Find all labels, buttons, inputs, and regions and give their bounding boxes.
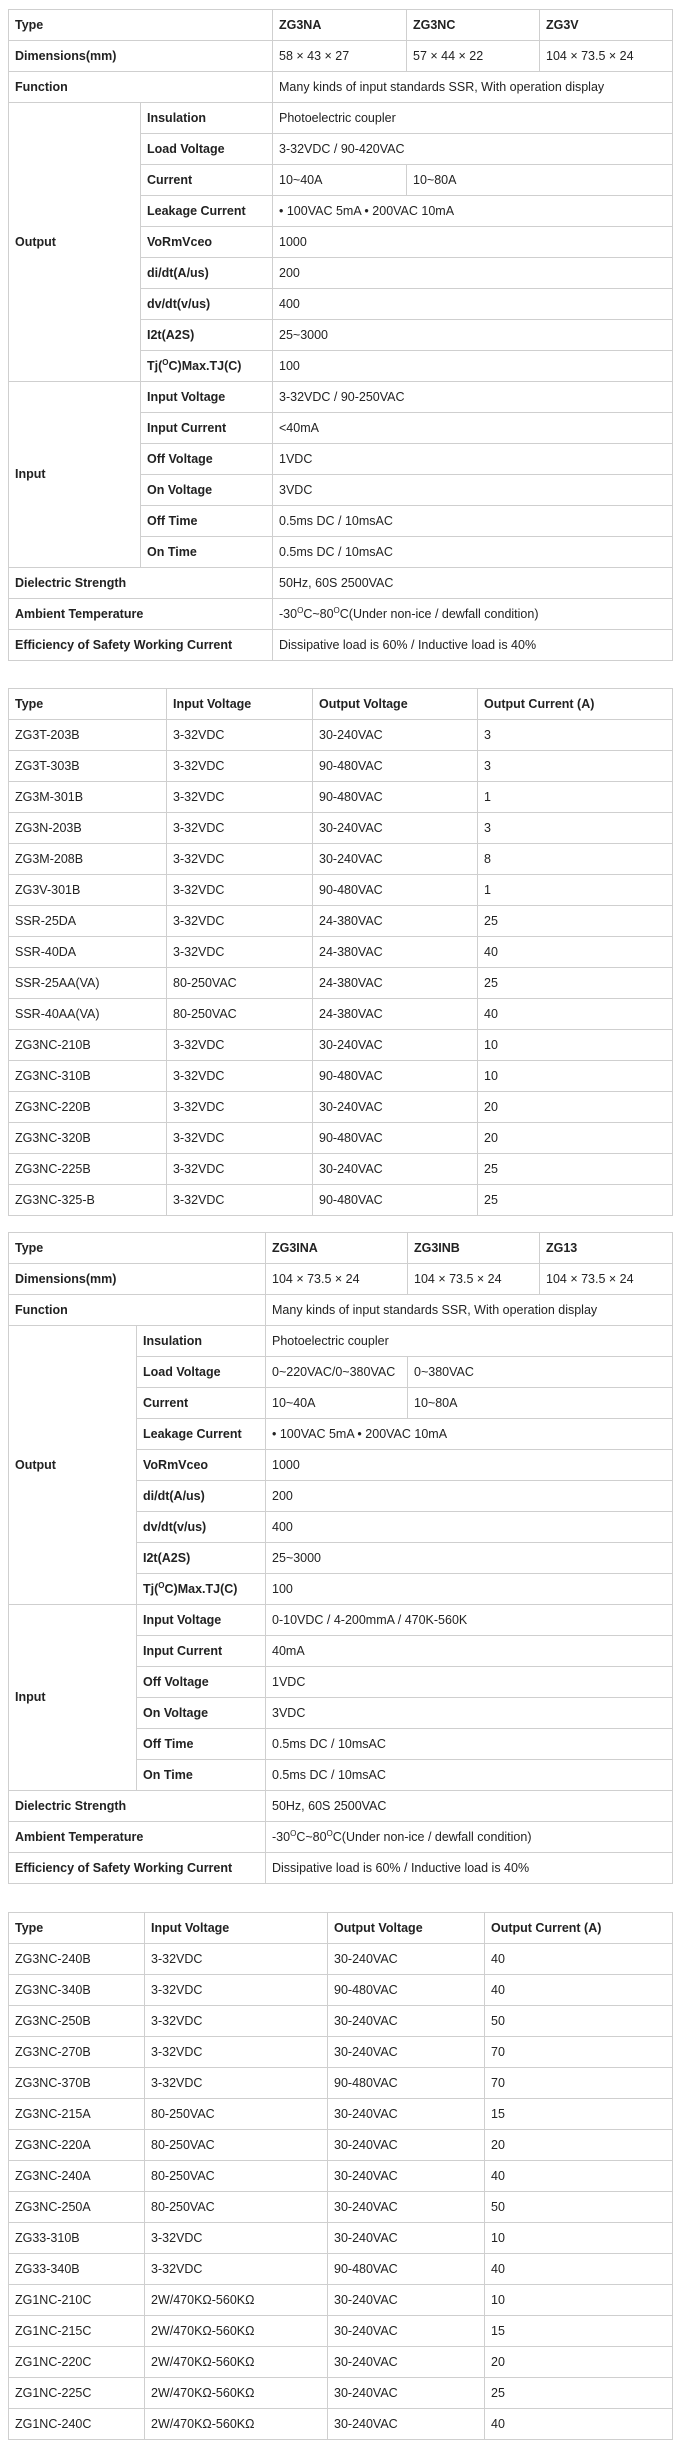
output-voltage-cell: 30-240VAC	[328, 1944, 485, 1975]
spec-label: I2t(A2S)	[141, 320, 273, 351]
table-row	[9, 999, 673, 1030]
table-row	[9, 875, 673, 906]
model-type-cell: ZG3V-301B	[9, 875, 167, 906]
function-label: Function	[9, 72, 273, 103]
spec-label: Load Voltage	[141, 134, 273, 165]
models-header-row	[9, 689, 673, 720]
spec-row	[9, 103, 673, 134]
spec-value: 0.5ms DC / 10msAC	[273, 506, 673, 537]
models-header-row	[9, 1913, 673, 1944]
model-type-cell: ZG3NC-240B	[9, 1944, 145, 1975]
spec-label: Input Current	[141, 413, 273, 444]
input-voltage-cell: 3-32VDC	[145, 1944, 328, 1975]
output-current-cell: 20	[485, 2130, 673, 2161]
spec-value: 1000	[266, 1450, 673, 1481]
output-voltage-cell: 30-240VAC	[313, 1092, 478, 1123]
model-type-cell: ZG3T-203B	[9, 720, 167, 751]
input-voltage-cell: 80-250VAC	[145, 2130, 328, 2161]
output-current-cell: 25	[485, 2378, 673, 2409]
table-row	[9, 2223, 673, 2254]
spec-value: 1VDC	[273, 444, 673, 475]
input-voltage-cell: 3-32VDC	[167, 1061, 313, 1092]
table-row	[9, 2347, 673, 2378]
dimension-value: 104 × 73.5 × 24	[408, 1264, 540, 1295]
spec-value: • 100VAC 5mA • 200VAC 10mA	[273, 196, 673, 227]
output-voltage-cell: 90-480VAC	[313, 1061, 478, 1092]
input-voltage-cell: 3-32VDC	[167, 875, 313, 906]
models1-body	[9, 720, 673, 1216]
ambient-label: Ambient Temperature	[9, 599, 273, 630]
input-voltage-cell: 2W/470KΩ-560KΩ	[145, 2409, 328, 2440]
model-type-cell: ZG3NC-220B	[9, 1092, 167, 1123]
output-voltage-cell: 90-480VAC	[328, 2068, 485, 2099]
table-row	[9, 2068, 673, 2099]
output-group-label: Output	[9, 103, 141, 382]
spec-label: On Voltage	[141, 475, 273, 506]
table-row	[9, 720, 673, 751]
model-name: ZG3INB	[408, 1233, 540, 1264]
model-type-cell: ZG3N-203B	[9, 813, 167, 844]
function-value: Many kinds of input standards SSR, With operation display	[266, 1295, 673, 1326]
spec-label: Off Time	[137, 1729, 266, 1760]
model-type-cell: ZG3NC-310B	[9, 1061, 167, 1092]
model-type-cell: SSR-40AA(VA)	[9, 999, 167, 1030]
input-voltage-cell: 3-32VDC	[167, 720, 313, 751]
model-type-cell: ZG3NC-370B	[9, 2068, 145, 2099]
spec-value: 3VDC	[266, 1698, 673, 1729]
model-type-cell: ZG33-310B	[9, 2223, 145, 2254]
input-voltage-cell: 3-32VDC	[145, 2068, 328, 2099]
table-row	[9, 1185, 673, 1216]
spec-label: Leakage Current	[137, 1419, 266, 1450]
table-row	[9, 1092, 673, 1123]
efficiency-value: Dissipative load is 60% / Inductive load is 40%	[273, 630, 673, 661]
output-current-cell: 25	[478, 906, 673, 937]
spec-value: 0.5ms DC / 10msAC	[266, 1729, 673, 1760]
spec-label: Insulation	[137, 1326, 266, 1357]
output-current-cell: 15	[485, 2316, 673, 2347]
table-row	[9, 1123, 673, 1154]
input-voltage-cell: 3-32VDC	[167, 782, 313, 813]
dimension-value: 58 × 43 × 27	[273, 41, 407, 72]
output-group-label: Output	[9, 1326, 137, 1605]
input-voltage-cell: 3-32VDC	[167, 844, 313, 875]
dimensions-label: Dimensions(mm)	[9, 1264, 266, 1295]
model-type-cell: ZG3NC-225B	[9, 1154, 167, 1185]
output-current-cell: 10	[485, 2223, 673, 2254]
dielectric-row	[9, 1791, 673, 1822]
spec-value: 100	[266, 1574, 673, 1605]
table-row	[9, 1030, 673, 1061]
function-label: Function	[9, 1295, 266, 1326]
output-current-cell: 1	[478, 782, 673, 813]
output-current-cell: 25	[478, 1154, 673, 1185]
output-voltage-cell: 30-240VAC	[328, 2409, 485, 2440]
output-current-cell: 70	[485, 2037, 673, 2068]
spec-value: 0~380VAC	[408, 1357, 673, 1388]
input-voltage-cell: 3-32VDC	[167, 937, 313, 968]
output-current-cell: 15	[485, 2099, 673, 2130]
spec-value: 0~220VAC/0~380VAC	[266, 1357, 408, 1388]
output-current-cell: 20	[478, 1123, 673, 1154]
output-voltage-cell: 30-240VAC	[328, 2006, 485, 2037]
spec-label: VoRmVceo	[137, 1450, 266, 1481]
output-current-cell: 40	[485, 1944, 673, 1975]
efficiency-value: Dissipative load is 60% / Inductive load is 40%	[266, 1853, 673, 1884]
function-value: Many kinds of input standards SSR, With operation display	[273, 72, 673, 103]
model-type-cell: ZG3NC-250A	[9, 2192, 145, 2223]
spec-value: 10~80A	[408, 1388, 673, 1419]
input-voltage-cell: 3-32VDC	[167, 813, 313, 844]
output-voltage-cell: 30-240VAC	[328, 2223, 485, 2254]
spec-label: On Voltage	[137, 1698, 266, 1729]
table-row	[9, 2285, 673, 2316]
dimensions-label: Dimensions(mm)	[9, 41, 273, 72]
output-voltage-cell: 30-240VAC	[328, 2347, 485, 2378]
table-row	[9, 968, 673, 999]
model-name: ZG3NA	[273, 10, 407, 41]
table-row	[9, 2037, 673, 2068]
column-header: Type	[9, 689, 167, 720]
type-label: Type	[9, 10, 273, 41]
output-voltage-cell: 30-240VAC	[313, 720, 478, 751]
output-voltage-cell: 90-480VAC	[328, 1975, 485, 2006]
spec-value: 100	[273, 351, 673, 382]
spec-value: 0-10VDC / 4-200mmA / 470K-560K	[266, 1605, 673, 1636]
input-voltage-cell: 3-32VDC	[145, 1975, 328, 2006]
output-current-cell: 1	[478, 875, 673, 906]
column-header: Input Voltage	[145, 1913, 328, 1944]
input-voltage-cell: 3-32VDC	[145, 2254, 328, 2285]
dimensions-row	[9, 1264, 673, 1295]
spec-value: 10~40A	[273, 165, 407, 196]
function-row	[9, 72, 673, 103]
output-current-cell: 40	[478, 937, 673, 968]
spec-value: 25~3000	[266, 1543, 673, 1574]
output-current-cell: 3	[478, 813, 673, 844]
output-voltage-cell: 30-240VAC	[328, 2099, 485, 2130]
spec-label: Insulation	[141, 103, 273, 134]
model-type-cell: ZG3NC-320B	[9, 1123, 167, 1154]
output-current-cell: 8	[478, 844, 673, 875]
dimension-value: 104 × 73.5 × 24	[266, 1264, 408, 1295]
dielectric-label: Dielectric Strength	[9, 1791, 266, 1822]
model-type-cell: ZG3NC-340B	[9, 1975, 145, 2006]
spec-label: On Time	[141, 537, 273, 568]
table-row	[9, 1061, 673, 1092]
output-current-cell: 3	[478, 751, 673, 782]
dimension-value: 104 × 73.5 × 24	[540, 41, 673, 72]
model-name: ZG3NC	[407, 10, 540, 41]
output-voltage-cell: 90-480VAC	[313, 751, 478, 782]
input-voltage-cell: 80-250VAC	[167, 999, 313, 1030]
table-row	[9, 2161, 673, 2192]
spec-row	[9, 1605, 673, 1636]
model-type-cell: ZG1NC-220C	[9, 2347, 145, 2378]
spec-label: Off Time	[141, 506, 273, 537]
input-voltage-cell: 2W/470KΩ-560KΩ	[145, 2378, 328, 2409]
model-type-cell: ZG3M-208B	[9, 844, 167, 875]
spec-label: Current	[141, 165, 273, 196]
model-type-cell: SSR-40DA	[9, 937, 167, 968]
spec-value: 0.5ms DC / 10msAC	[266, 1760, 673, 1791]
table-row	[9, 2254, 673, 2285]
table-row	[9, 2099, 673, 2130]
column-header: Output Current (A)	[478, 689, 673, 720]
input-voltage-cell: 2W/470KΩ-560KΩ	[145, 2347, 328, 2378]
input-voltage-cell: 3-32VDC	[145, 2037, 328, 2068]
spec-value: 40mA	[266, 1636, 673, 1667]
model-type-cell: ZG3NC-210B	[9, 1030, 167, 1061]
function-row	[9, 1295, 673, 1326]
spec-label: Current	[137, 1388, 266, 1419]
column-header: Output Voltage	[328, 1913, 485, 1944]
output-current-cell: 20	[478, 1092, 673, 1123]
table-row	[9, 813, 673, 844]
output-current-cell: 10	[485, 2285, 673, 2316]
output-voltage-cell: 90-480VAC	[313, 782, 478, 813]
output-voltage-cell: 30-240VAC	[328, 2316, 485, 2347]
spec-value: 3-32VDC / 90-420VAC	[273, 134, 673, 165]
model-type-cell: ZG1NC-240C	[9, 2409, 145, 2440]
spec-value: Photoelectric coupler	[266, 1326, 673, 1357]
input-voltage-cell: 3-32VDC	[167, 1185, 313, 1216]
models-table-1	[8, 688, 673, 1216]
spec-label: Tj($^O$C)Max.TJ(C)	[137, 1574, 266, 1605]
table-row	[9, 2006, 673, 2037]
spec-value: 0.5ms DC / 10msAC	[273, 537, 673, 568]
table-row	[9, 937, 673, 968]
output-current-cell: 50	[485, 2192, 673, 2223]
ambient-label: Ambient Temperature	[9, 1822, 266, 1853]
model-name: ZG13	[540, 1233, 673, 1264]
input-voltage-cell: 3-32VDC	[167, 1030, 313, 1061]
type-label: Type	[9, 1233, 266, 1264]
input-voltage-cell: 80-250VAC	[167, 968, 313, 999]
model-type-cell: ZG3NC-250B	[9, 2006, 145, 2037]
table-row	[9, 2378, 673, 2409]
efficiency-label: Efficiency of Safety Working Current	[9, 630, 273, 661]
input-voltage-cell: 80-250VAC	[145, 2099, 328, 2130]
spec-value: 1VDC	[266, 1667, 673, 1698]
model-type-cell: ZG3M-301B	[9, 782, 167, 813]
model-type-cell: ZG3T-303B	[9, 751, 167, 782]
output-current-cell: 40	[485, 1975, 673, 2006]
output-current-cell: 40	[485, 2254, 673, 2285]
table-row	[9, 782, 673, 813]
spec-label: di/dt(A/us)	[141, 258, 273, 289]
spec-value: 3VDC	[273, 475, 673, 506]
spec-value: 10~80A	[407, 165, 673, 196]
input-voltage-cell: 80-250VAC	[145, 2192, 328, 2223]
input-voltage-cell: 2W/470KΩ-560KΩ	[145, 2316, 328, 2347]
input-group-label: Input	[9, 1605, 137, 1791]
model-type-cell: ZG3NC-220A	[9, 2130, 145, 2161]
model-type-cell: ZG1NC-225C	[9, 2378, 145, 2409]
model-type-cell: ZG3NC-270B	[9, 2037, 145, 2068]
column-header: Output Voltage	[313, 689, 478, 720]
model-type-cell: SSR-25DA	[9, 906, 167, 937]
output-voltage-cell: 90-480VAC	[313, 1123, 478, 1154]
input-voltage-cell: 3-32VDC	[167, 751, 313, 782]
output-current-cell: 10	[478, 1061, 673, 1092]
model-type-cell: ZG3NC-215A	[9, 2099, 145, 2130]
output-voltage-cell: 30-240VAC	[328, 2378, 485, 2409]
output-current-cell: 70	[485, 2068, 673, 2099]
output-voltage-cell: 30-240VAC	[328, 2161, 485, 2192]
model-type-cell: ZG1NC-215C	[9, 2316, 145, 2347]
output-current-cell: 3	[478, 720, 673, 751]
output-voltage-cell: 24-380VAC	[313, 937, 478, 968]
spec2-header-row	[9, 1233, 673, 1264]
table-row	[9, 2130, 673, 2161]
output-voltage-cell: 24-380VAC	[313, 999, 478, 1030]
dimensions-row	[9, 41, 673, 72]
table-row	[9, 906, 673, 937]
spec1-header-row	[9, 10, 673, 41]
spec-label: dv/dt(v/us)	[141, 289, 273, 320]
model-type-cell: SSR-25AA(VA)	[9, 968, 167, 999]
output-current-cell: 25	[478, 1185, 673, 1216]
spec-row	[9, 1326, 673, 1357]
column-header: Input Voltage	[167, 689, 313, 720]
output-current-cell: 40	[478, 999, 673, 1030]
ambient-value: $-30^OC\sim 80^OC(Under$ non-ice / dewfall condition)	[266, 1822, 673, 1853]
table-row	[9, 751, 673, 782]
spec-label: On Time	[137, 1760, 266, 1791]
input-voltage-cell: 3-32VDC	[145, 2223, 328, 2254]
output-voltage-cell: 90-480VAC	[313, 1185, 478, 1216]
model-name: ZG3INA	[266, 1233, 408, 1264]
model-type-cell: ZG33-340B	[9, 2254, 145, 2285]
input-voltage-cell: 3-32VDC	[145, 2006, 328, 2037]
model-type-cell: ZG3NC-325-B	[9, 1185, 167, 1216]
input-voltage-cell: 3-32VDC	[167, 906, 313, 937]
spec-label: Off Voltage	[141, 444, 273, 475]
ambient-row	[9, 599, 673, 630]
ambient-value: $-30^OC\sim 80^OC(Under$ non-ice / dewfall condition)	[273, 599, 673, 630]
spec-table-2	[8, 1232, 673, 1884]
spec-value: 25~3000	[273, 320, 673, 351]
input-voltage-cell: 3-32VDC	[167, 1092, 313, 1123]
spec-label: dv/dt(v/us)	[137, 1512, 266, 1543]
spec-value: Photoelectric coupler	[273, 103, 673, 134]
spec-value: 200	[266, 1481, 673, 1512]
output-voltage-cell: 30-240VAC	[313, 813, 478, 844]
spec-label: Off Voltage	[137, 1667, 266, 1698]
dimension-value: 57 × 44 × 22	[407, 41, 540, 72]
output-voltage-cell: 24-380VAC	[313, 968, 478, 999]
output-current-cell: 20	[485, 2347, 673, 2378]
output-current-cell: 40	[485, 2409, 673, 2440]
table-row	[9, 2316, 673, 2347]
spec-label: Input Voltage	[137, 1605, 266, 1636]
output-voltage-cell: 30-240VAC	[328, 2037, 485, 2068]
efficiency-row	[9, 1853, 673, 1884]
models-table-2	[8, 1912, 673, 2440]
spec-label: I2t(A2S)	[137, 1543, 266, 1574]
spec-value: 1000	[273, 227, 673, 258]
table-row	[9, 2409, 673, 2440]
model-type-cell: ZG1NC-210C	[9, 2285, 145, 2316]
output-current-cell: 40	[485, 2161, 673, 2192]
output-voltage-cell: 24-380VAC	[313, 906, 478, 937]
output-current-cell: 10	[478, 1030, 673, 1061]
spec-label: di/dt(A/us)	[137, 1481, 266, 1512]
spec-label: VoRmVceo	[141, 227, 273, 258]
table-row	[9, 1154, 673, 1185]
models2-body	[9, 1944, 673, 2440]
efficiency-label: Efficiency of Safety Working Current	[9, 1853, 266, 1884]
spec-label: Tj($^O$C)Max.TJ(C)	[141, 351, 273, 382]
spec-value: 400	[273, 289, 673, 320]
spec-value: 400	[266, 1512, 673, 1543]
table-row	[9, 2192, 673, 2223]
output-voltage-cell: 30-240VAC	[313, 1154, 478, 1185]
spec-value: 200	[273, 258, 673, 289]
input-voltage-cell: 3-32VDC	[167, 1123, 313, 1154]
output-voltage-cell: 30-240VAC	[328, 2285, 485, 2316]
input-voltage-cell: 80-250VAC	[145, 2161, 328, 2192]
output-current-cell: 25	[478, 968, 673, 999]
efficiency-row	[9, 630, 673, 661]
dielectric-row	[9, 568, 673, 599]
input-group-label: Input	[9, 382, 141, 568]
spec-value: 3-32VDC / 90-250VAC	[273, 382, 673, 413]
output-current-cell: 50	[485, 2006, 673, 2037]
spec-value: <40mA	[273, 413, 673, 444]
table-row	[9, 1975, 673, 2006]
output-voltage-cell: 30-240VAC	[313, 1030, 478, 1061]
dielectric-label: Dielectric Strength	[9, 568, 273, 599]
model-name: ZG3V	[540, 10, 673, 41]
model-type-cell: ZG3NC-240A	[9, 2161, 145, 2192]
spec-value: 10~40A	[266, 1388, 408, 1419]
spec-label: Input Voltage	[141, 382, 273, 413]
dielectric-value: 50Hz, 60S 2500VAC	[273, 568, 673, 599]
input-voltage-cell: 3-32VDC	[167, 1154, 313, 1185]
dielectric-value: 50Hz, 60S 2500VAC	[266, 1791, 673, 1822]
output-voltage-cell: 30-240VAC	[313, 844, 478, 875]
spec-label: Load Voltage	[137, 1357, 266, 1388]
input-voltage-cell: 2W/470KΩ-560KΩ	[145, 2285, 328, 2316]
column-header: Type	[9, 1913, 145, 1944]
output-voltage-cell: 30-240VAC	[328, 2130, 485, 2161]
table-row	[9, 844, 673, 875]
spec-table-1	[8, 9, 673, 661]
spec-row	[9, 382, 673, 413]
spec-value: • 100VAC 5mA • 200VAC 10mA	[266, 1419, 673, 1450]
ambient-row	[9, 1822, 673, 1853]
spec-label: Leakage Current	[141, 196, 273, 227]
output-voltage-cell: 90-480VAC	[313, 875, 478, 906]
output-voltage-cell: 90-480VAC	[328, 2254, 485, 2285]
dimension-value: 104 × 73.5 × 24	[540, 1264, 673, 1295]
table-row	[9, 1944, 673, 1975]
output-voltage-cell: 30-240VAC	[328, 2192, 485, 2223]
column-header: Output Current (A)	[485, 1913, 673, 1944]
spec-label: Input Current	[137, 1636, 266, 1667]
